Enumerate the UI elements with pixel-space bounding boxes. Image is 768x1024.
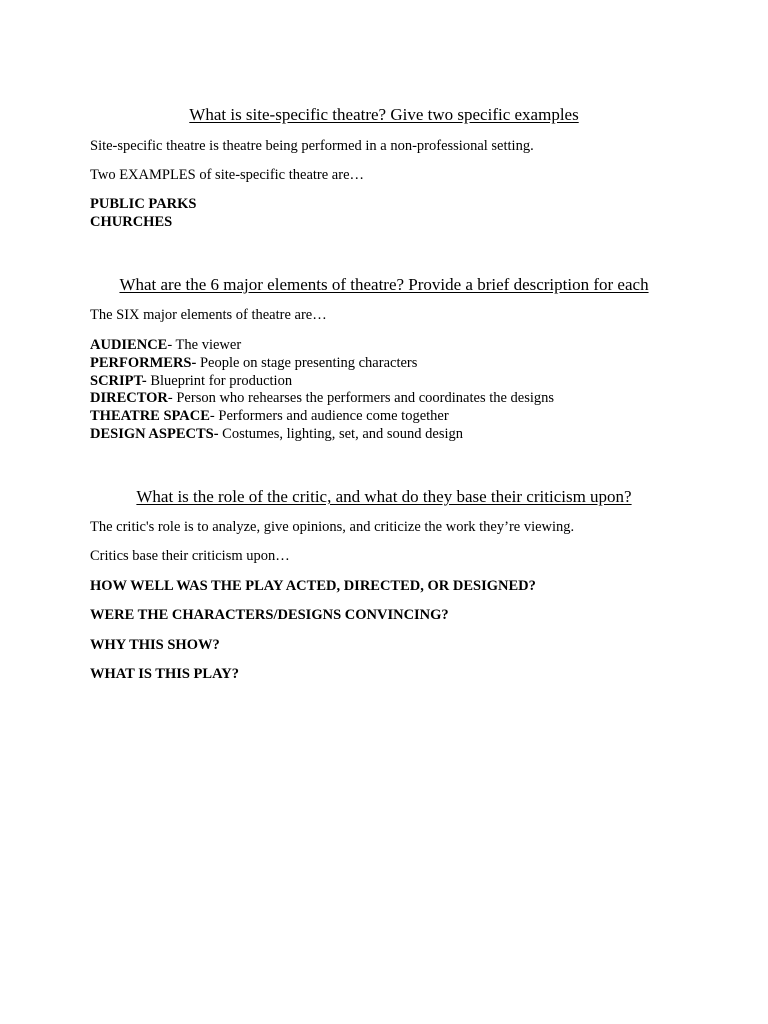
section2-intro: The SIX major elements of theatre are… <box>90 307 327 323</box>
section1-heading: What is site-specific theatre? Give two specific examples <box>189 105 579 124</box>
section1-examples-list <box>90 196 196 232</box>
element-separator: - <box>167 337 176 353</box>
example-item: PUBLIC PARKS <box>90 196 197 212</box>
element-description: Costumes, lighting, set, and sound design <box>222 425 464 442</box>
element-description: Performers and audience come together <box>218 408 449 425</box>
element-item <box>90 426 554 444</box>
critic-question: WHY THIS SHOW? <box>90 637 220 653</box>
section1-definition: Site-specific theatre is theatre being performed in a non-professional setting. <box>90 138 534 154</box>
element-term: DIRECTOR <box>90 390 168 407</box>
element-description: The viewer <box>175 337 242 353</box>
section2-heading: What are the 6 major elements of theatre? Provide a brief description for each <box>119 275 649 294</box>
section1-intro: Two EXAMPLES of site-specific theatre are… <box>90 167 364 183</box>
section3-role: The critic's role is to analyze, give opinions, and criticize the work they’re viewing. <box>90 519 575 535</box>
element-term: THEATRE SPACE <box>90 408 210 425</box>
critic-question: HOW WELL WAS THE PLAY ACTED, DIRECTED, OR DESIGNED? <box>90 578 536 594</box>
element-term: AUDIENCE <box>90 337 168 353</box>
elements-list <box>90 337 554 444</box>
critic-question: WHAT IS THIS PLAY? <box>90 666 239 682</box>
element-item <box>90 355 554 373</box>
element-description: Blueprint for production <box>150 372 293 389</box>
element-term: PERFORMERS- <box>90 354 197 371</box>
element-description: People on stage presenting characters <box>199 354 418 371</box>
element-term: SCRIPT- <box>90 372 147 389</box>
section3-heading: What is the role of the critic, and what do they base their criticism upon? <box>136 487 632 506</box>
example-item: CHURCHES <box>90 213 173 230</box>
element-item <box>90 390 554 408</box>
element-separator: - <box>209 408 219 425</box>
element-item <box>90 408 554 426</box>
element-item <box>90 373 554 391</box>
element-term: DESIGN ASPECTS- <box>90 425 219 442</box>
critic-question: WERE THE CHARACTERS/DESIGNS CONVINCING? <box>90 607 449 623</box>
element-item <box>90 337 554 355</box>
section3-intro: Critics base their criticism upon… <box>90 548 290 564</box>
element-description: Person who rehearses the performers and coordinates the designs <box>176 390 555 407</box>
element-separator: - <box>167 390 177 407</box>
